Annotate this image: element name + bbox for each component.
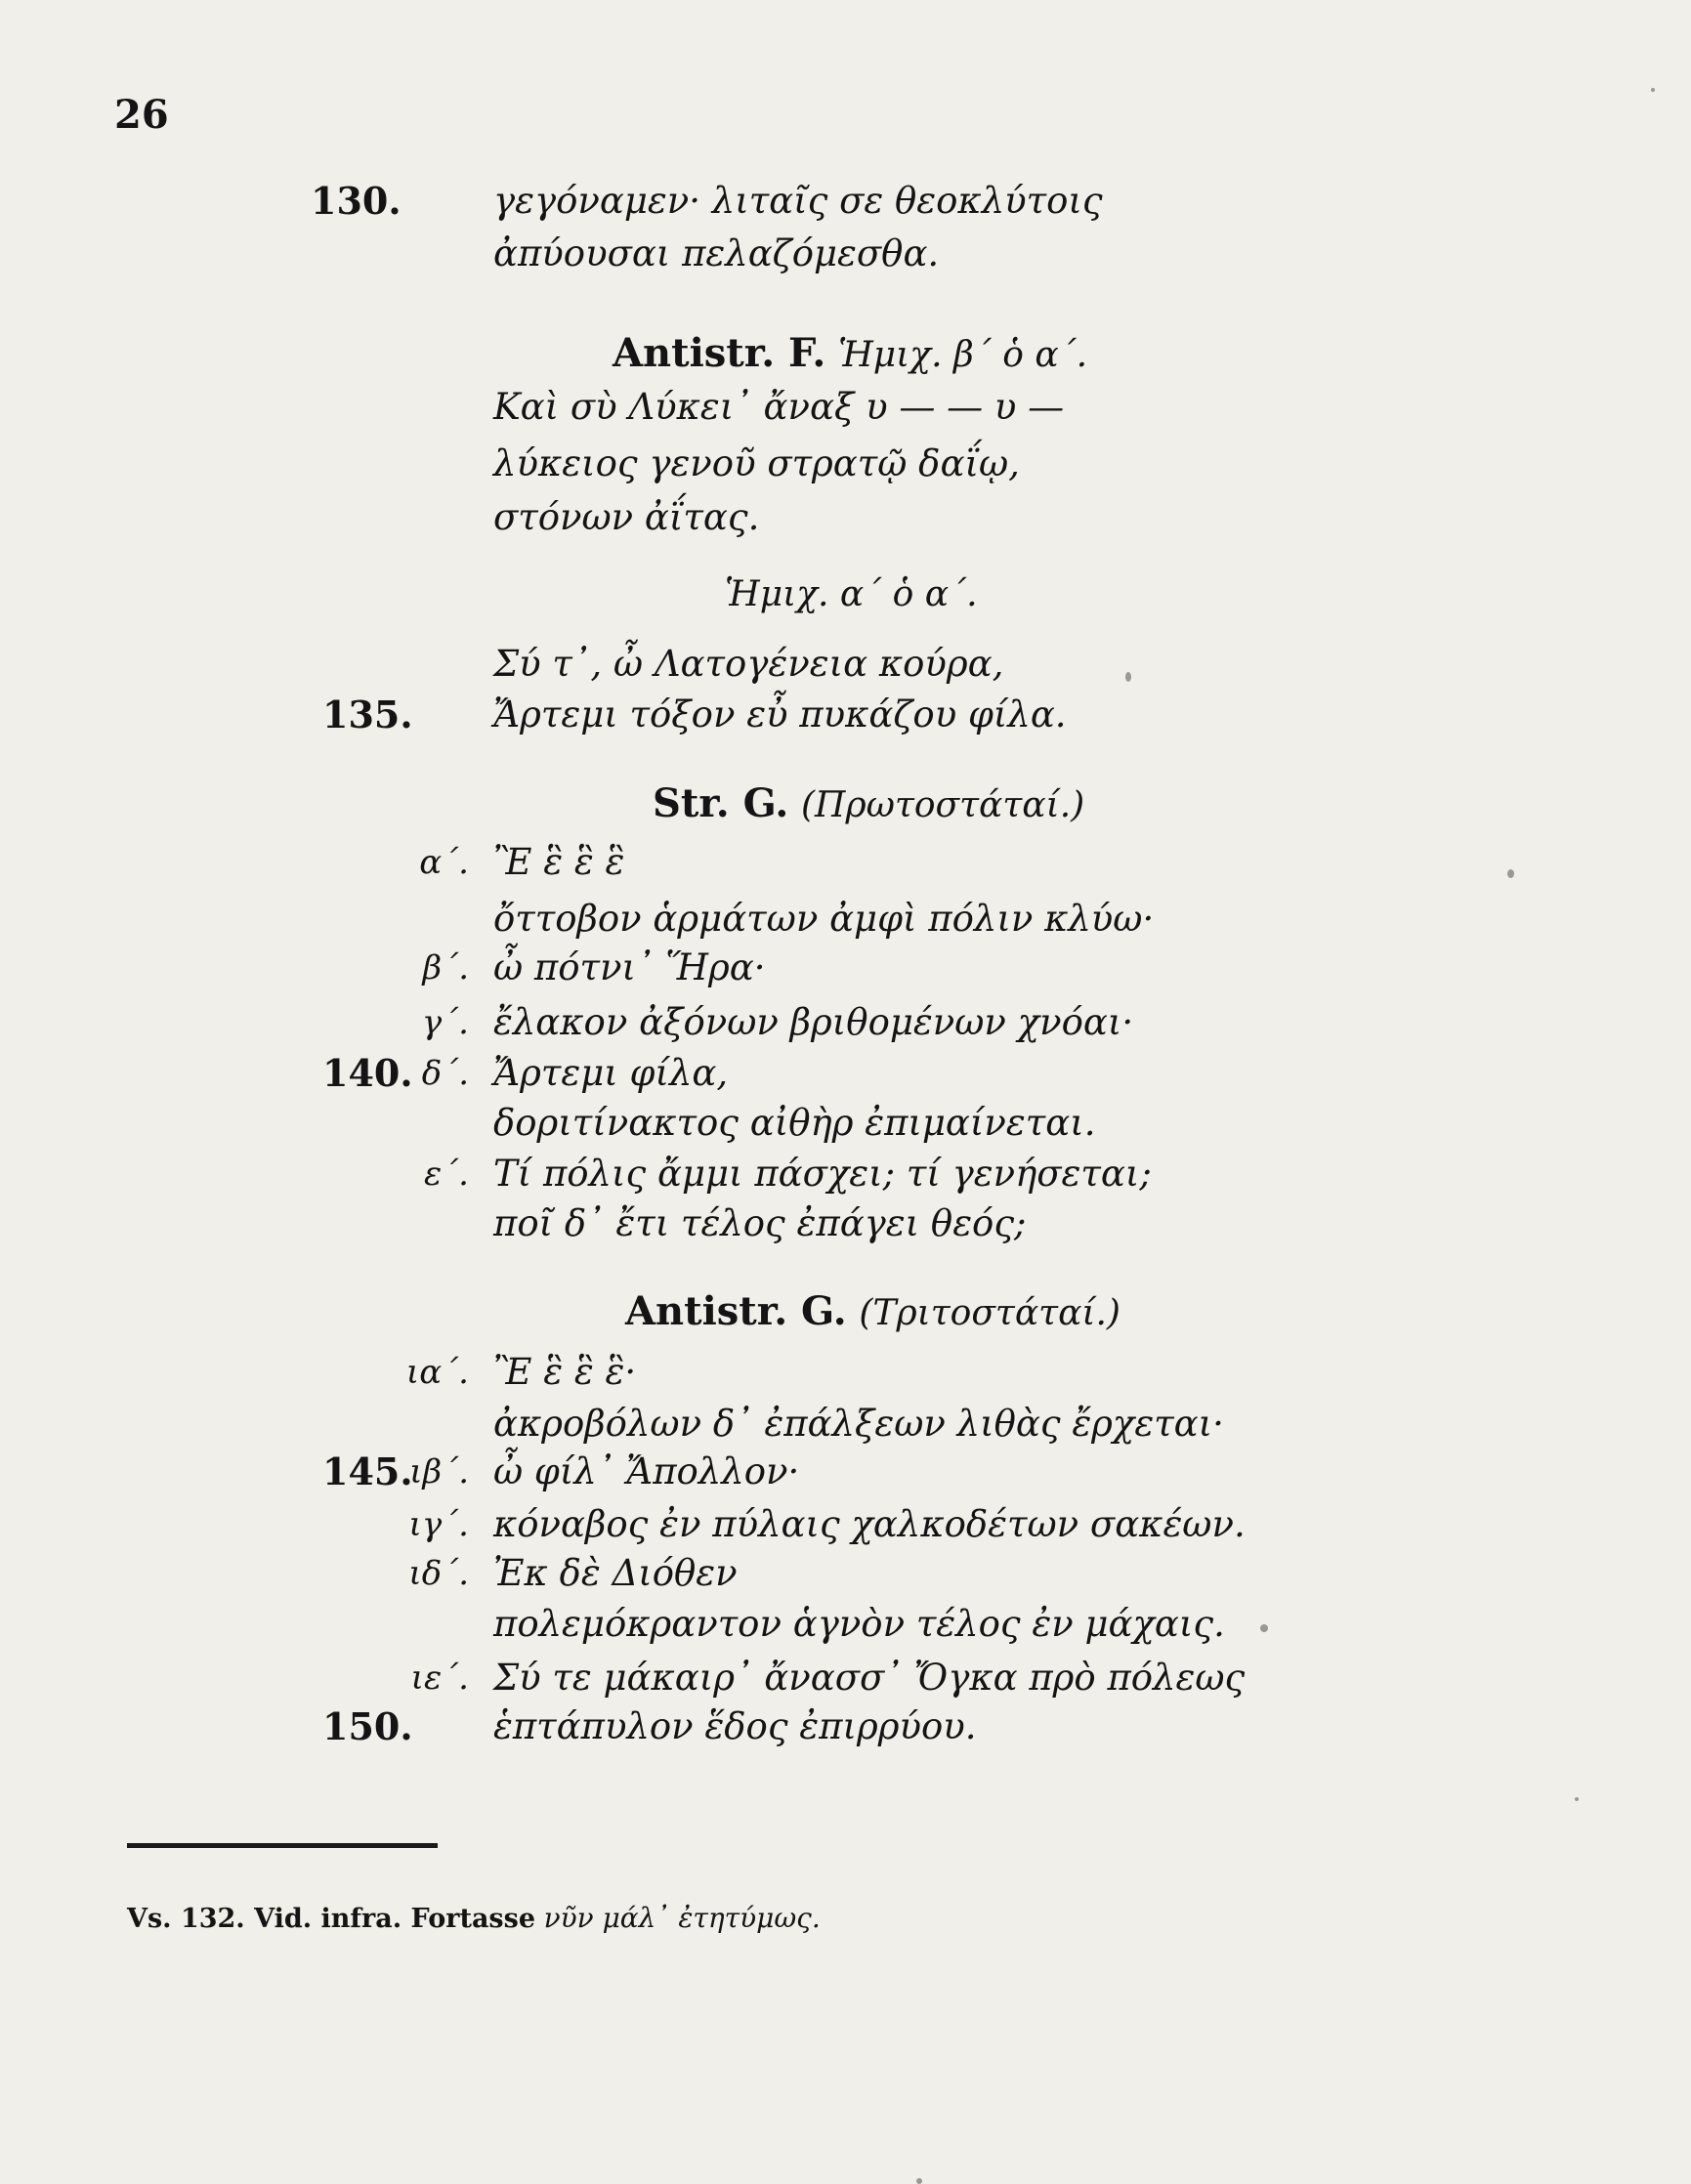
verse-line [0,1544,1691,1603]
heading-greek: (Πρωτοστάταί.) [801,785,1085,825]
verse-line [0,635,1691,693]
line-number: 150. [322,1704,413,1748]
verse-line [0,488,1691,547]
page-number: 26 [114,92,169,138]
footnote-latin: Vs. 132. Vid. infra. Fortasse [127,1904,536,1934]
verse-text: Τί πόλις ἄμμι πάσχει; τί γενήσεται; [493,1153,1152,1195]
verse-line [0,1698,1691,1756]
verse-marker: ιβ΄. [409,1452,469,1491]
verse-line [0,1343,1691,1402]
verse-text: Σύ τ᾽, ὦ Λατογένεια κούρα, [493,643,1004,685]
verse-text: Ἄρτεμι τόξον εὖ πυκάζου φίλα. [493,693,1067,735]
verse-text: Ἄρτεμι φίλα, [493,1052,729,1094]
heading-latin: Str. G. [653,780,789,826]
verse-text: ὄττοβον ἁρμάτων ἀμφὶ πόλιν κλύω· [493,898,1155,940]
paper-speck [1575,1797,1579,1801]
footnote-greek: νῦν μάλ᾽ ἐτητύμως. [543,1902,821,1934]
section-heading [653,780,1084,826]
verse-marker: ια΄. [405,1353,469,1392]
verse-text: Ἒ ἓ ἓ ἓ [493,841,625,883]
heading-greek: (Τριτοστάταί.) [859,1293,1120,1333]
verse-line [0,225,1691,283]
line-number: 140. [322,1051,413,1095]
verse-text: πολεμόκραντον ἁγνὸν τέλος ἐν μάχαις. [493,1603,1225,1645]
verse-text: λύκειος γενοῦ στρατῷ δαΐῳ, [493,442,1020,484]
verse-marker: α΄. [419,843,469,882]
verse-marker: δ΄. [421,1054,469,1093]
verse-text: Καὶ σὺ Λύκει᾽ ἄναξ υ — — υ — [493,386,1065,428]
section-heading [625,1288,1120,1334]
verse-text: στόνων ἀΐτας. [493,496,760,538]
paper-speck [1651,88,1655,92]
verse-line [0,833,1691,892]
verse-line [0,435,1691,493]
verse-text: ὦ πότνι᾽ Ἥρα· [493,946,766,988]
verse-text: γεγόναμεν· λιταῖς σε θεοκλύτοις [493,180,1103,222]
heading-latin: Antistr. G. [625,1288,847,1334]
verse-text: ἑπτάπυλον ἕδος ἐπιρρύου. [493,1705,977,1747]
section-heading [725,570,978,615]
heading-greek: Ἡμιχ. α΄ ὁ α΄. [725,574,978,614]
verse-marker: β΄. [422,948,469,987]
verse-text: δοριτίνακτος αἰθὴρ ἐπιμαίνεται. [493,1102,1096,1144]
verse-line [0,1443,1691,1501]
verse-line [0,378,1691,437]
verse-line [0,939,1691,997]
verse-text: Ἒ ἓ ἓ ἓ· [493,1351,637,1393]
line-number: 130. [311,179,402,223]
verse-marker: ε΄. [423,1155,469,1194]
verse-text: ὦ φίλ᾽ Ἄπολλον· [493,1450,800,1492]
verse-line [0,993,1691,1052]
verse-text: ἔλακον ἀξόνων βριθομένων χνόαι· [493,1001,1134,1043]
verse-line [0,172,1691,231]
verse-marker: γ΄. [421,1003,469,1042]
verse-line [0,1195,1691,1253]
footnote [127,1902,821,1934]
line-number: 135. [322,693,413,736]
footnote-rule [127,1843,438,1848]
verse-text: Ἐκ δὲ Διόθεν [493,1552,738,1594]
verse-marker: ιγ΄. [408,1505,469,1544]
verse-text: ποῖ δ᾽ ἔτι τέλος ἐπάγει θεός; [493,1202,1027,1244]
paper-speck [916,2178,922,2184]
line-number: 145. [322,1449,413,1493]
verse-text: ἀκροβόλων δ᾽ ἐπάλξεων λιθὰς ἔρχεται· [493,1403,1224,1445]
heading-latin: Antistr. F. [613,330,826,376]
section-heading [613,330,1087,376]
verse-text: κόναβος ἐν πύλαις χαλκοδέτων σακέων. [493,1503,1246,1545]
verse-text: Σύ τε μάκαιρ᾽ ἄνασσ᾽ Ὄγκα πρὸ πόλεως [493,1657,1246,1699]
verse-line [0,1094,1691,1153]
verse-marker: ιδ΄. [408,1554,469,1593]
verse-text: ἀπύουσαι πελαζόμεσθα. [493,232,940,274]
heading-greek: Ἡμιχ. β΄ ὁ α΄. [838,335,1088,375]
verse-line [0,686,1691,744]
verse-line [0,1595,1691,1654]
verse-marker: ιε΄. [410,1659,469,1698]
